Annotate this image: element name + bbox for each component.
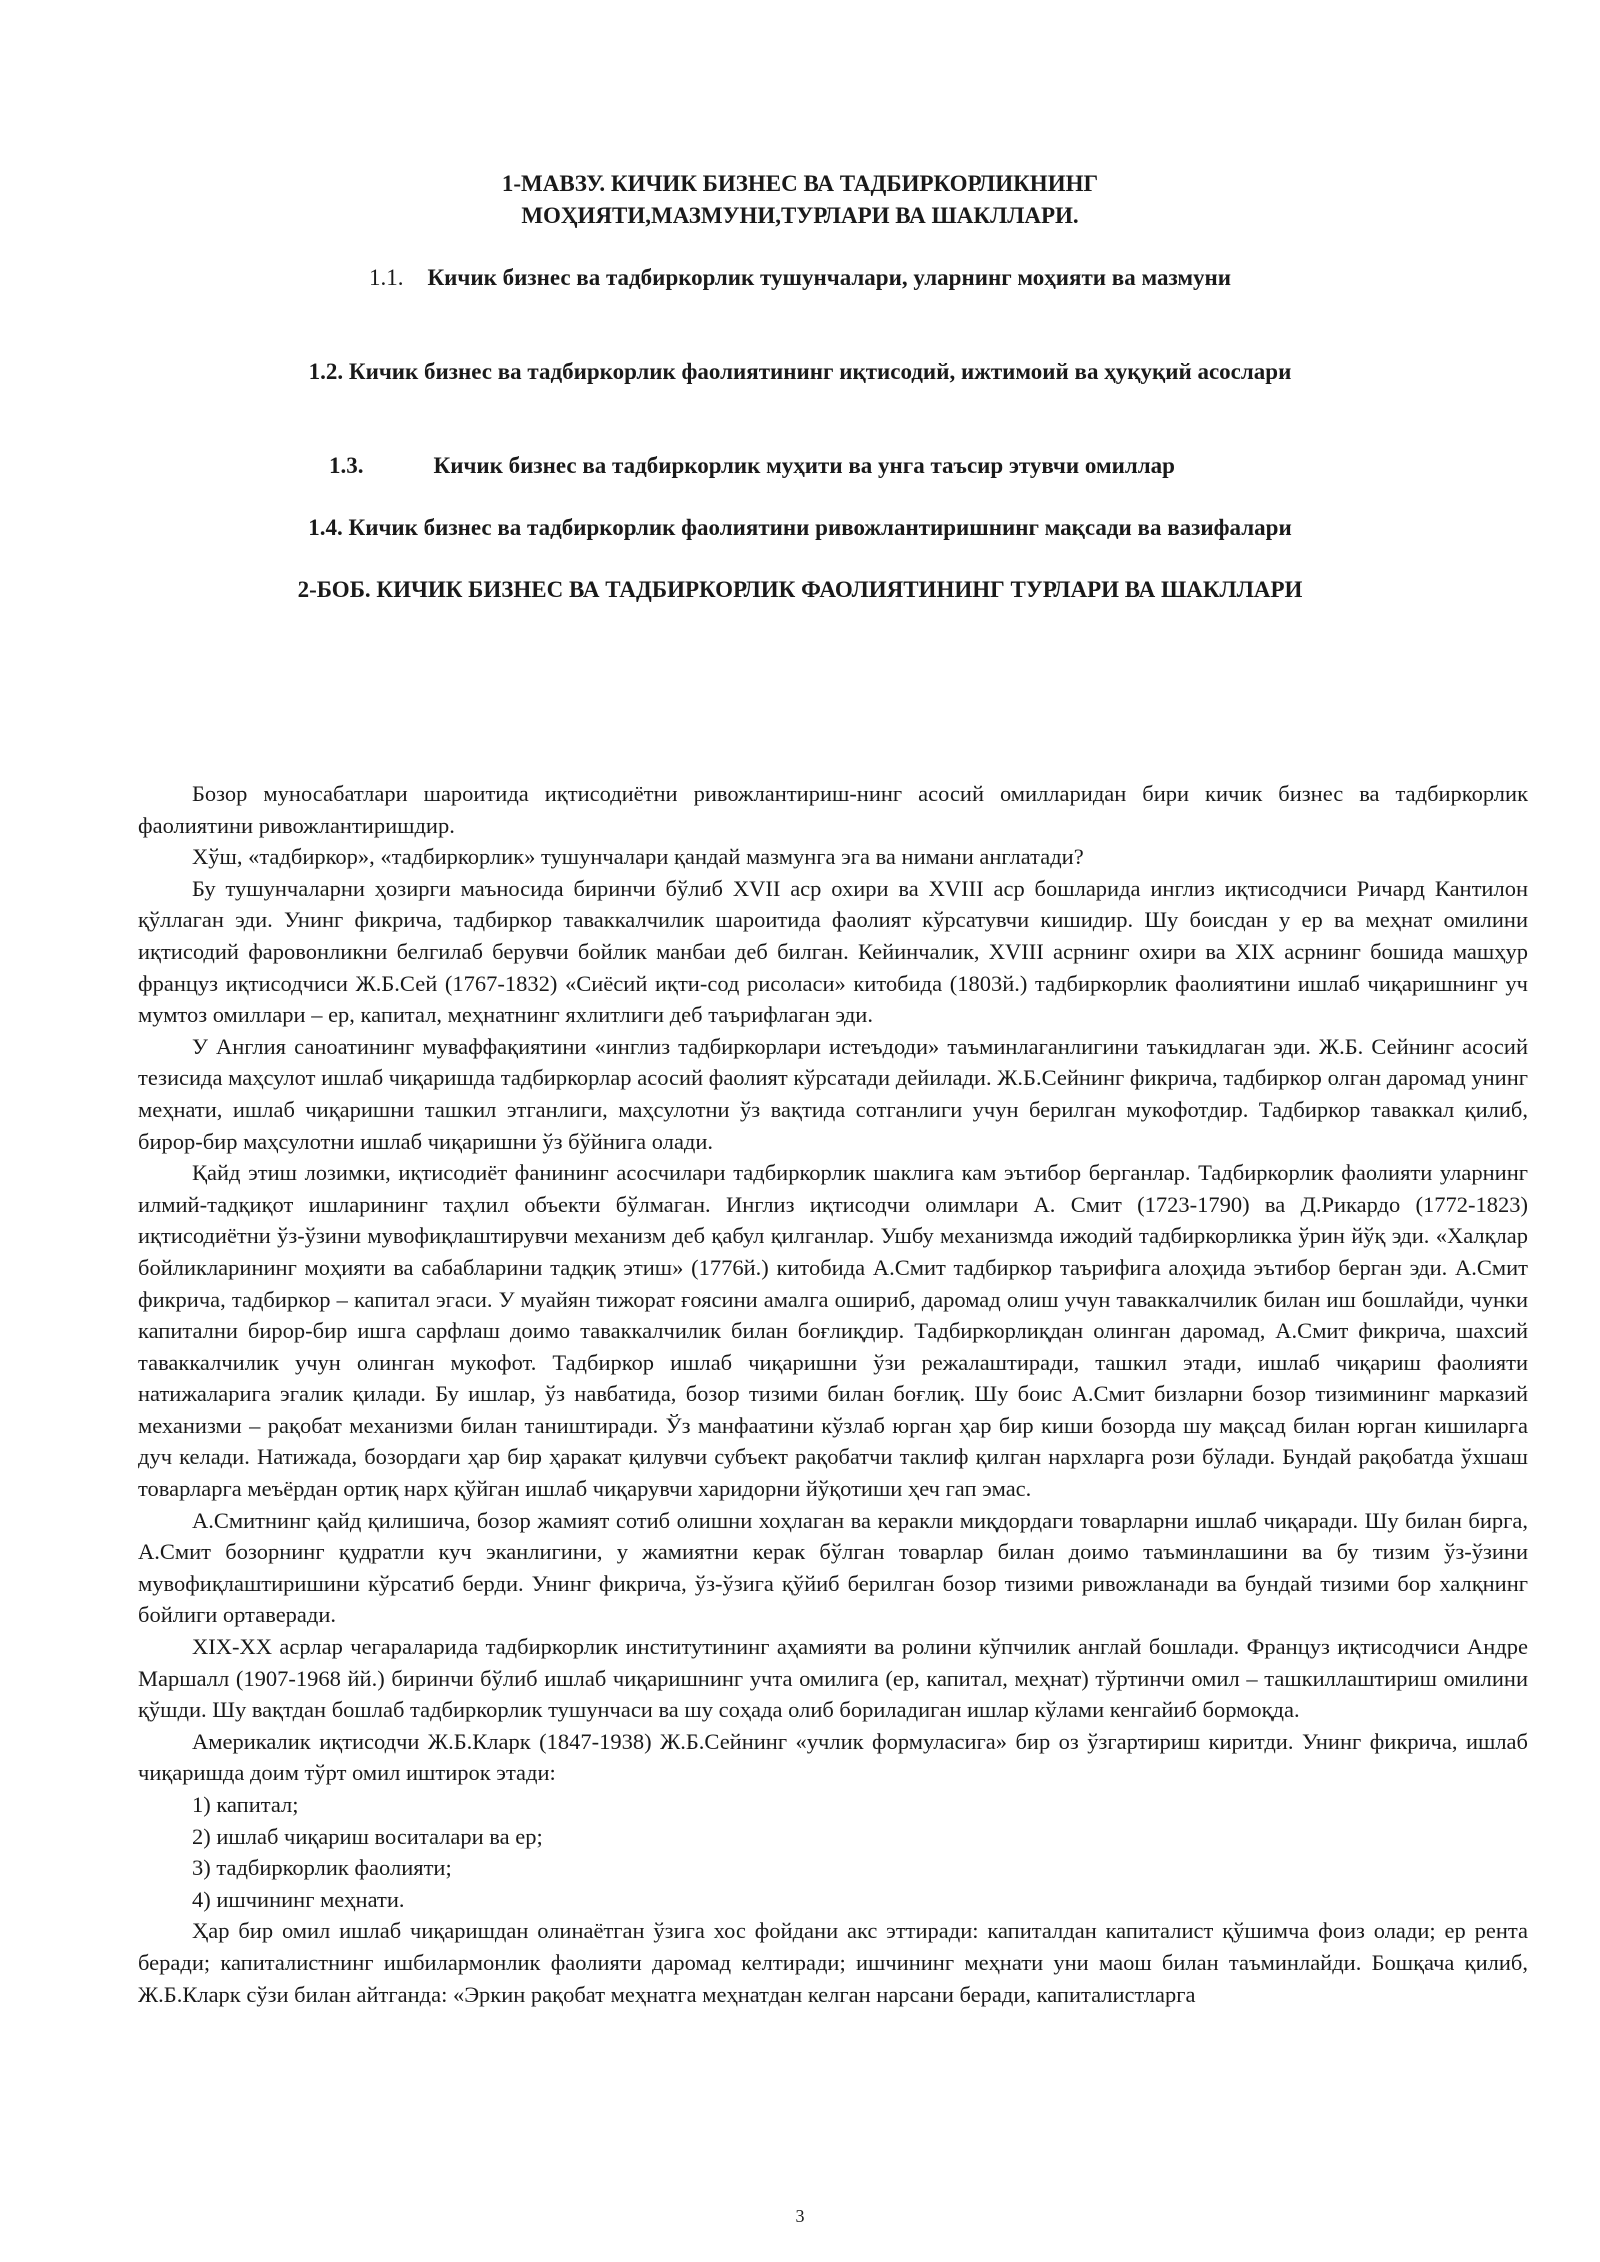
paragraph: Хўш, «тадбиркор», «тадбиркорлик» тушунчалари қандай мазмунга эга ва нимани англатади? — [192, 844, 1084, 870]
paragraph: Қайд этиш лозимки, иқтисодиёт фанининг асосчилари тадбиркорлик шаклига кам эътибор берганлар. Тадбиркорлик фаолияти уларнинг илмий-тадқиқот ишларининг таҳлил объекти бўлмаган. Инглиз иқтисодчи олимлари А. Смит (1723-1790) ва Д.Рикардо (1772-1823) иқтисодиётни ўз-ўзини мувофиқлаштирувчи механизм деб қабул қилганлар. Ушбу механизмда ижодий тадбиркорликка ўрин йўқ эди. «Халқлар бойликларининг моҳияти ва сабабларини тадқиқ этиш» (1776й.) китобида А.Смит тадбиркор таърифига алоҳида эътибор берган эди. А.Смит фикрича, тадбиркор – капитал эгаси. У муайян тижорат ғоясини амалга ошириб, даромад олиш учун таваккалчилик билан иш бошлайди, чунки капитални бирор-бир ишга сарфлаш доимо таваккалчилик билан боғлиқдир. Тадбиркорлиқдан олинган даромад, А.Смит фикрича, шахсий таваккалчилик учун олинган мукофот. Тадбиркор ишлаб чиқаришни ўзи режалаштиради, ташкил этади, ишлаб чиқариш фаолияти натижаларига эгалик қилади. Бу ишлар, ўз навбатида, бозор тизими билан боғлиқ. Шу боис А.Смит бизларни бозор тизимининг марказий механизми – рақобат механизми билан таништиради. Ўз манфаатини кўзлаб юрган ҳар бир киши бозорда шу мақсад билан юрган кишиларга дуч келади. Натижада, бозордаги ҳар бир ҳаракат қилувчи субъект рақобатчи таклиф қилган нархларга рози бўлади. Бундай рақобатда ўхшаш товарларга меъёрдан ортиқ нарх қўйган ишлаб чиқарувчи харидорни йўқотиши ҳеч гап эмас. — [138, 1160, 1528, 1502]
paragraph: Ҳар бир омил ишлаб чиқаришдан олинаётган ўзига хос фойдани акс эттиради: капиталдан капиталист қўшимча фоиз олади; ер рента беради; капиталистнинг ишбилармонлик фаолияти даромад келтиради; ишчининг меҳнати уни маош билан таъминлайди. Бошқача қилиб, Ж.Б.Кларк сўзи билан айтганда: «Эркин рақобат меҳнатга меҳнатдан келган нарсани беради, капиталистларга — [138, 1918, 1528, 2007]
paragraph: Америкалик иқтисодчи Ж.Б.Кларк (1847-1938) Ж.Б.Сейнинг «учлик формуласига» бир оз ўзгартириш киритди. Унинг фикрича, ишлаб чиқаришда доим тўрт омил иштирок этади: — [138, 1728, 1528, 1786]
list-item: 2) ишлаб чиқариш воситалари ва ер; — [192, 1823, 543, 1849]
subheading-1-3 — [0, 450, 1552, 482]
list-item: 4) ишчининг меҳнати. — [192, 1886, 405, 1912]
subheading-1-3-text: Кичик бизнес ва тадбиркорлик муҳити ва унга таъсир этувчи омиллар — [433, 453, 1175, 478]
subheading-1-1-text: Кичик бизнес ва тадбиркорлик тушунчалари, уларнинг моҳияти ва мазмуни — [427, 265, 1232, 290]
subheading-1-1 — [0, 262, 1600, 294]
page-number: 3 — [795, 2206, 805, 2226]
paragraph: XIX-XX асрлар чегараларида тадбиркорлик институтининг аҳамияти ва ролини кўпчилик англай бошлади. Француз иқтисодчиси Андре Маршалл (1907-1968 йй.) биринчи бўлиб ишлаб чиқаришнинг учта омилига (ер, капитал, меҳнат) тўртинчи омил – ташкиллаштириш омилини қўшди. Шу вақтдан бошлаб тадбиркорлик тушунчаси ва шу соҳада олиб бориладиган ишлар кўлами кенгайиб бормоқда. — [138, 1634, 1528, 1723]
topic-title-line1: 1-МАВЗУ. КИЧИК БИЗНЕС ВА ТАДБИРКОРЛИКНИНГ — [501, 171, 1099, 196]
list-item: 1) капитал; — [192, 1792, 299, 1817]
paragraph: Бу тушунчаларни ҳозирги маъносида биринчи бўлиб XVII аср охири ва XVIII аср бошларида инглиз иқтисодчиси Ричард Кантилон қўллаган эди. Унинг фикрича, тадбиркор таваккалчилик шароитида фаолият кўрсатувчи кишидир. Шу боисдан у ер ва меҳнат омилини иқтисодий фаровонликни белгилаб берувчи бойлик манбаи деб билган. Кейинчалик, XVIII асрнинг охири ва XIX асрнинг бошида машҳур француз иқтисодчиси Ж.Б.Сей (1767-1832) «Сиёсий иқти-сод рисоласи» китобида (1803й.) тадбиркорлик фаолиятини ишлаб чиқаришнинг уч мумтоз омиллари – ер, капитал, меҳнатнинг яхлитлиги деб таърифлаган эди. — [138, 875, 1528, 1028]
topic-title-line2: МОҲИЯТИ,МАЗМУНИ,ТУРЛАРИ ВА ШАКЛЛАРИ. — [521, 203, 1079, 228]
list-item: 3) тадбиркорлик фаолияти; — [192, 1855, 452, 1881]
subheading-1-4: 1.4. Кичик бизнес ва тадбиркорлик фаолиятини ривожлантиришнинг мақсади ва вазифалари — [308, 515, 1292, 540]
paragraph: А.Смитнинг қайд қилишича, бозор жамият сотиб олишни хоҳлаган ва керакли миқдордаги товарларни ишлаб чиқаради. Шу билан бирга, А.Смит бозорнинг қудратли куч эканлигини, у жамиятни керак бўлган товарлар билан доимо таъминлашини ва бу тизим ўз-ўзини мувофиқлаштиришини кўрсатиб берди. Унинг фикрича, ўз-ўзига қўйиб берилган бозор тизими ривожланади ва бундай тизими бор халқнинг бойлиги ортаверади. — [138, 1507, 1528, 1628]
paragraph: У Англия саноатининг муваффақиятини «инглиз тадбиркорлари истеъдоди» таъминлаганлигини таъкидлаган эди. Ж.Б. Сейнинг асосий тезисида маҳсулот ишлаб чиқаришда тадбиркорлар асосий фаолият кўрсатади дейилади. Ж.Б.Сейнинг фикрича, тадбиркор олган даромад унинг меҳнати, ишлаб чиқаришни ташкил этганлиги, маҳсулотни ўз вақтида сотганлиги учун берилган мукофотдир. Тадбиркор таваккал қилиб, бирор-бир маҳсулотни ишлаб чиқаришни ўз бўйнига олади. — [138, 1033, 1528, 1154]
subheading-1-3-number: 1.3. — [329, 453, 364, 478]
paragraph: Бозор муносабатлари шароитида иқтисодиётни ривожлантириш-нинг асосий омилларидан бири кичик бизнес ва тадбиркорлик фаолиятини ривожлантиришдир. — [138, 781, 1528, 838]
chapter-title: 2-БОБ. КИЧИК БИЗНЕС ВА ТАДБИРКОРЛИК ФАОЛИЯТИНИНГ ТУРЛАРИ ВА ШАКЛЛАРИ — [297, 577, 1303, 602]
subheading-1-1-number: 1.1. — [368, 265, 404, 290]
body-text — [138, 778, 1528, 2010]
subheading-1-2: 1.2. Кичик бизнес ва тадбиркорлик фаолиятининг иқтисодий, ижтимоий ва ҳуқуқий асослари — [308, 359, 1292, 384]
